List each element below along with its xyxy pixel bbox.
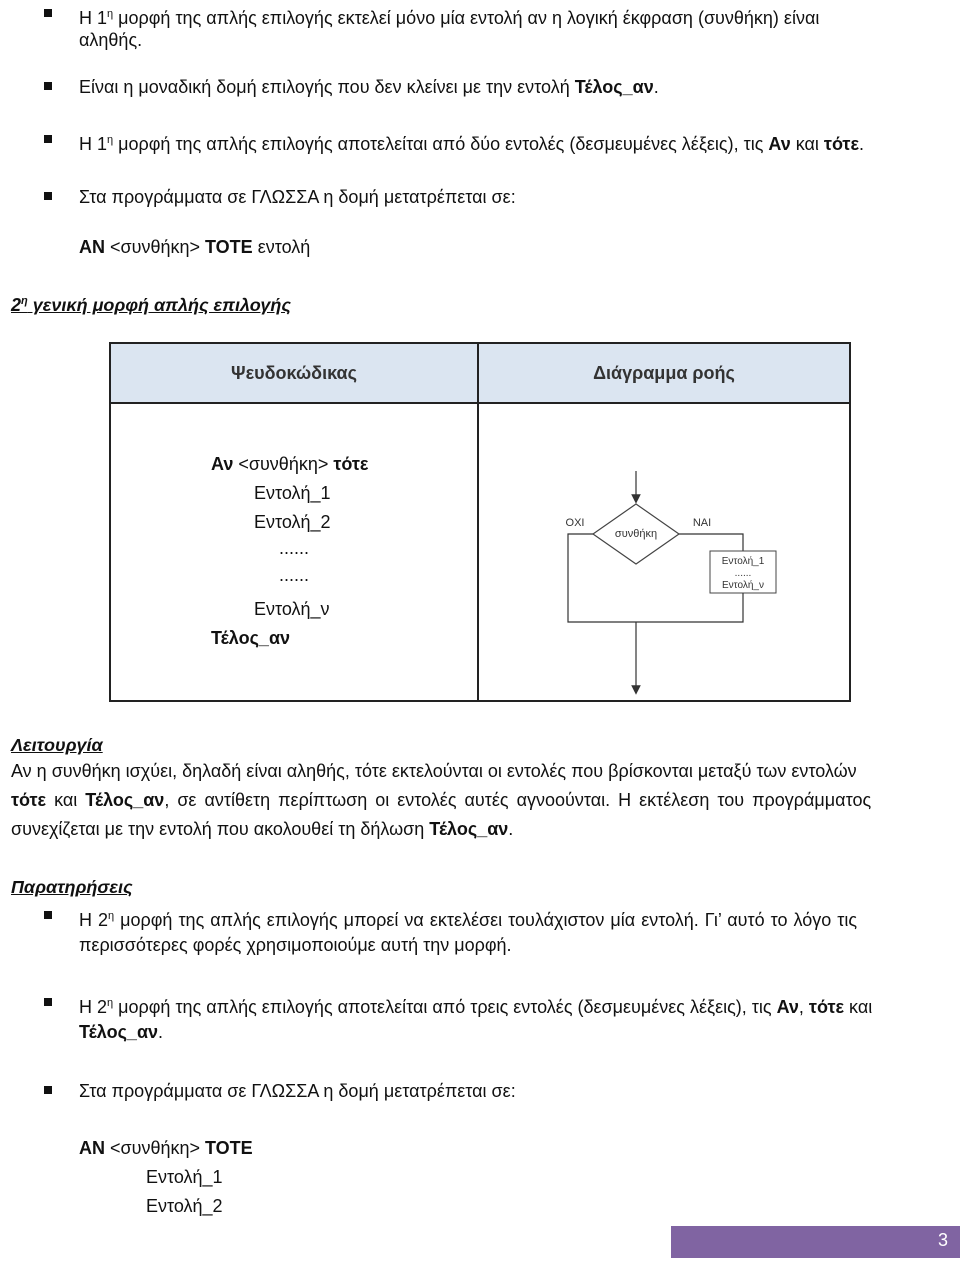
no-label: ΟΧΙ (565, 517, 585, 529)
notes-title: Παρατηρήσεις (11, 877, 133, 897)
page-number: 3 (937, 1230, 948, 1250)
cmd-dots-label: ...... (734, 568, 752, 579)
code-line: ΑΝ <συνθήκη> ΤΟΤΕ εντολή (79, 237, 311, 257)
header-pseudocode: Ψευδοκώδικας (110, 343, 478, 403)
operation-line: συνεχίζεται με την εντολή που ακολουθεί τη δήλωση Τέλος_αν. (11, 819, 514, 839)
bullet-marker (44, 998, 52, 1006)
bullet-text: Στα προγράμματα σε ΓΛΩΣΣΑ η δομή μετατρέπεται σε: (79, 187, 516, 207)
pseudo-dots: ...... (279, 538, 310, 558)
bullet-marker (44, 82, 52, 90)
note-text: Η $2^\eta$ μορφή της απλής επιλογής αποτελείται από τρεις εντολές (δεσμευμένες λέξεις), τις Αν, τότε και (79, 997, 873, 1017)
yes-label: ΝΑΙ (692, 517, 712, 529)
cmd1-label: Εντολή_1 (721, 556, 765, 567)
bullet-text-cont: αληθής. (79, 30, 143, 50)
operation-title: Λειτουργία (11, 735, 103, 755)
pseudo-if-line: Αν <συνθήκη> τότε (211, 454, 369, 474)
bullet-marker (44, 135, 52, 143)
code-line: Εντολή_2 (146, 1196, 223, 1216)
pseudo-end: Τέλος_αν (211, 628, 291, 648)
pseudo-dots: ...... (279, 565, 310, 585)
cmdn-label: Εντολή_ν (722, 580, 764, 591)
decision-label: συνθήκη (614, 528, 658, 540)
bullet-text: Η $1^\eta$ μορφή της απλής επιλογής αποτελείται από δύο εντολές (δεσμευμένες λέξεις), τις Αν και τότε. (79, 134, 865, 154)
note-text-cont: περισσότερες φορές χρησιμοποιούμε αυτή την μορφή. (79, 935, 512, 955)
header-flowchart: Διάγραμμα ροής (478, 343, 850, 403)
note-text-cont: Τέλος_αν. (79, 1022, 164, 1042)
flowchart-cell (478, 403, 850, 701)
pseudo-cmd: Εντολή_1 (254, 483, 331, 503)
bullet-marker (44, 9, 52, 17)
page-footer-bar (671, 1226, 960, 1258)
bullet-marker (44, 911, 52, 919)
pseudocode-cell (110, 403, 478, 701)
code-line: Εντολή_1 (146, 1167, 223, 1187)
pseudo-cmd: Εντολή_ν (254, 599, 330, 619)
bullet-marker (44, 1086, 52, 1094)
bullet-marker (44, 192, 52, 200)
note-text: Στα προγράμματα σε ΓΛΩΣΣΑ η δομή μετατρέπεται σε: (79, 1081, 516, 1101)
operation-line: Αν η συνθήκη ισχύει, δηλαδή είναι αληθής, τότε εκτελούνται οι εντολές που βρίσκονται μεταξύ των εντολών (11, 761, 857, 781)
flow-yes-path (679, 534, 743, 551)
bullet-text: Η $1^\eta$ μορφή της απλής επιλογής εκτελεί μόνο μία εντολή αν η λογική έκφραση (συνθήκη) είναι (79, 8, 820, 28)
pseudo-cmd: Εντολή_2 (254, 512, 331, 532)
operation-line: τότε και Τέλος_αν, σε αντίθετη περίπτωση οι εντολές αυτές αγνοούνται. Η εκτέλεση του προγράμματος (11, 790, 872, 810)
section-title: $2^\eta$ γενική μορφή απλής επιλογής (11, 295, 291, 315)
flowchart (479, 404, 851, 702)
flow-yes-return (636, 593, 743, 622)
code-line: ΑΝ <συνθήκη> ΤΟΤΕ (79, 1138, 253, 1158)
bullet-text: Είναι η μοναδική δομή επιλογής που δεν κλείνει με την εντολή Τέλος_αν. (79, 77, 659, 97)
note-text: Η $2^\eta$ μορφή της απλής επιλογής μπορεί να εκτελέσει τουλάχιστον μία εντολή. Γι’ αυτό το λόγο τις (79, 910, 858, 930)
comparison-table (109, 342, 851, 702)
